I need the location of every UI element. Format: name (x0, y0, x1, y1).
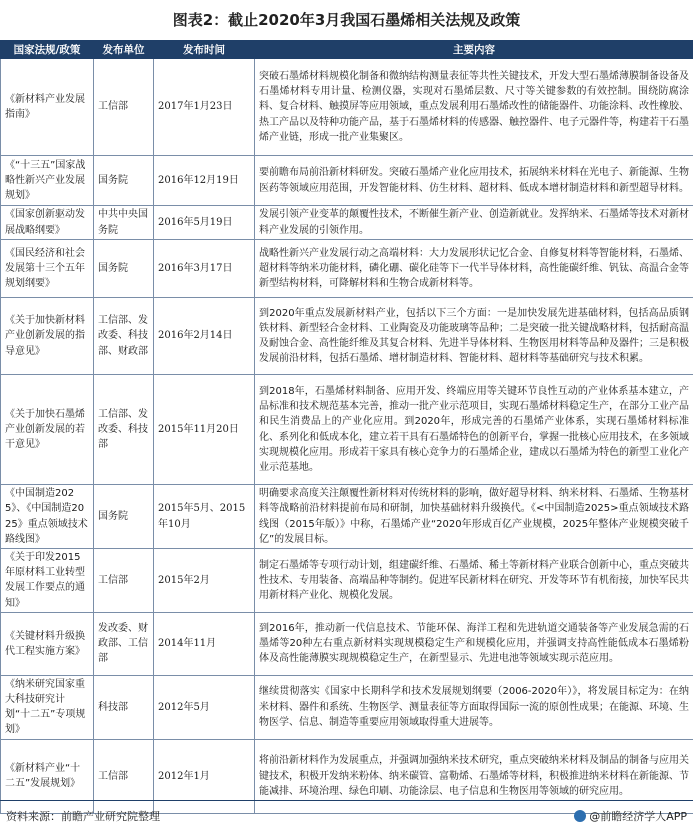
policy-cell: 《新材料产业发展指南》 (1, 59, 94, 156)
table-row (1, 156, 693, 206)
policy-cell: 《新材料产业“十二五”发展规划》 (1, 739, 94, 813)
column-header-policy: 国家法规/政策 (1, 41, 94, 59)
content-cell: 继续贯彻落实《国家中长期科学和技术发展规划纲要（2006-2020年）》，将发展目标定为：在纳米材料、器件和系统、生物医学、测量表征等方面取得国际一流的原创性成果；在能源、环境、生物医学、信息、制造等重要应用领域取得重大进展等。 (255, 675, 693, 739)
policy-cell: 《关于加快石墨烯产业创新发展的若干意见》 (1, 375, 94, 485)
date-cell: 2015年2月 (154, 549, 255, 613)
date-cell: 2017年1月23日 (154, 59, 255, 156)
content-cell: 明确要求高度关注颠覆性新材料对传统材料的影响，做好超导材料、纳米材料、石墨烯、生物基材料等战略前沿材料提前布局和研制，加快基础材料升级换代。《<中国制造2025>重点领域技术路线图（2015年版）》中称，石墨烯产业“2020年形成百亿产业规模，2025年整体产业规模突破千亿”的发展目标。 (255, 485, 693, 549)
content-cell: 制定石墨烯等专项行动计划，组建碳纤维、石墨烯、稀土等新材料产业联合创新中心，重点突破共性技术、专用装备、高端品种等制约。促进军民新材料在研究、开发等环节有机衔接，加快军民共用新材料产业化、规模化发展。 (255, 549, 693, 613)
policy-cell: 《中国制造2025》、《中国制造2025》重点领域技术路线图》 (1, 485, 94, 549)
source-note: 资料来源：前瞻产业研究院整理 (6, 808, 160, 824)
date-cell: 2016年2月14日 (154, 298, 255, 375)
org-cell: 工信部、发改委、科技部 (94, 375, 154, 485)
org-cell: 国务院 (94, 240, 154, 298)
policy-cell: 《国民经济和社会发展第十三个五年规划纲要》 (1, 240, 94, 298)
date-cell: 2014年11月 (154, 612, 255, 675)
content-cell: 将前沿新材料作为发展重点，并强调加强纳米技术研究，重点突破纳米材料及制品的制备与应用关键技术，积极开发纳米粉体、纳米碳管、富勒烯、石墨烯等材料，积极推进纳米材料在新能源、节能减排、环境治理、绿色印刷、功能涂层、电子信息和生物医用等领域的研究应用。 (255, 739, 693, 813)
table-header-row (1, 41, 693, 59)
policy-cell: 《关键材料升级换代工程实施方案》 (1, 612, 94, 675)
org-cell: 科技部 (94, 675, 154, 739)
table-row (1, 206, 693, 240)
table-row (1, 240, 693, 298)
date-cell: 2016年5月19日 (154, 206, 255, 240)
date-cell: 2012年1月 (154, 739, 255, 813)
org-cell: 工信部 (94, 59, 154, 156)
brand-logo-icon (574, 810, 586, 822)
table-row (1, 298, 693, 375)
org-cell: 工信部、发改委、科技部、财政部 (94, 298, 154, 375)
brand-credit (574, 808, 687, 824)
content-cell: 突破石墨烯材料规模化制备和微纳结构测量表征等共性关键技术，开发大型石墨烯薄膜制备设备及石墨烯材料专用计量、检测仪器，实现对石墨烯层数、尺寸等关键参数的有效控制。围绕防腐涂料、复合材料、触摸屏等应用领域，重点发展利用石墨烯改性的储能器件、功能涂料、改性橡胶、热工产品以及特种功能产品，基于石墨烯材料的传感器、触控器件、电子元器件等，构建若干石墨烯产业链，形成一批产业集聚区。 (255, 59, 693, 156)
brand-label: @前瞻经济学人APP (589, 810, 687, 823)
table-row (1, 485, 693, 549)
policy-cell: 《纳米研究国家重大科技研究计划“十二五”专项规划》 (1, 675, 94, 739)
policy-cell: 《关于加快新材料产业创新发展的指导意见》 (1, 298, 94, 375)
footer (0, 800, 693, 830)
policy-cell: 《国家创新驱动发展战略纲要》 (1, 206, 94, 240)
chart-title: 图表2：截止2020年3月我国石墨烯相关法规及政策 (0, 0, 693, 40)
content-cell: 到2018年，石墨烯材料制备、应用开发、终端应用等关键环节良性互动的产业体系基本建立，产品标准和技术规范基本完善，推动一批产业示范项目，实现石墨烯材料稳定生产，在部分工业产品和民生消费品上的产业化应用。到2020年，形成完善的石墨烯产业体系，实现石墨烯材料标准化、系列化和低成本化，建立若干具有石墨烯特色的创新平台，掌握一批核心应用技术，在多领域实现规模化应用。形成若干家具有核心竞争力的石墨烯企业，建成以石墨烯为特色的新型工业化产业示范基地。 (255, 375, 693, 485)
table-row (1, 675, 693, 739)
content-cell: 要前瞻布局前沿新材料研发。突破石墨烯产业化应用技术，拓展纳米材料在光电子、新能源、生物医药等领域应用范围，开发智能材料、仿生材料、超材料、低成本增材制造材料和新型超导材料。 (255, 156, 693, 206)
policy-cell: 《“十三五”国家战略性新兴产业发展规划》 (1, 156, 94, 206)
date-cell: 2016年12月19日 (154, 156, 255, 206)
policy-table (0, 40, 693, 814)
date-cell: 2016年3月17日 (154, 240, 255, 298)
column-header-org: 发布单位 (94, 41, 154, 59)
content-cell: 到2016年，推动新一代信息技术、节能环保、海洋工程和先进轨道交通装备等产业发展急需的石墨烯等20种左右重点新材料实现规模稳定生产和规模化应用，并强调支持高性能低成本石墨烯粉体及高性能薄膜实现规模稳定生产，在新型显示、先进电池等领域实现示范应用。 (255, 612, 693, 675)
content-cell: 到2020年重点发展新材料产业，包括以下三个方面：一是加快发展先进基础材料，包括高品质钢铁材料、新型轻合金材料、工业陶瓷及功能玻璃等品种；二是突破一批关键战略材料，包括耐高温及耐蚀合金、高性能纤维及其复合材料、先进半导体材料、生物医用材料等品种及器件；三是积极发展前沿材料，包括石墨烯、增材制造材料、智能材料、超材料等基础研究与技术积累。 (255, 298, 693, 375)
date-cell: 2015年5月、2015年10月 (154, 485, 255, 549)
org-cell: 国务院 (94, 156, 154, 206)
policy-cell: 《关于印发2015年原材料工业转型发展工作要点的通知》 (1, 549, 94, 613)
date-cell: 2012年5月 (154, 675, 255, 739)
org-cell: 国务院 (94, 485, 154, 549)
org-cell: 发改委、财政部、工信部 (94, 612, 154, 675)
table-row (1, 612, 693, 675)
org-cell: 工信部 (94, 739, 154, 813)
table-row (1, 375, 693, 485)
org-cell: 工信部 (94, 549, 154, 613)
column-header-date: 发布时间 (154, 41, 255, 59)
content-cell: 战略性新兴产业发展行动之高端材料：大力发展形状记忆合金、自修复材料等智能材料，石墨烯、超材料等纳米功能材料，磷化硼、碳化硅等下一代半导体材料，高性能碳纤维、钒钛、高温合金等新型结构材料，可降解材料和生物合成新材料等。 (255, 240, 693, 298)
table-row (1, 59, 693, 156)
table-row (1, 549, 693, 613)
content-cell: 发展引领产业变革的颠覆性技术，不断催生新产业、创造新就业。发挥纳米、石墨烯等技术对新材料产业发展的引领作用。 (255, 206, 693, 240)
org-cell: 中共中央国务院 (94, 206, 154, 240)
date-cell: 2015年11月20日 (154, 375, 255, 485)
column-header-content: 主要内容 (255, 41, 693, 59)
